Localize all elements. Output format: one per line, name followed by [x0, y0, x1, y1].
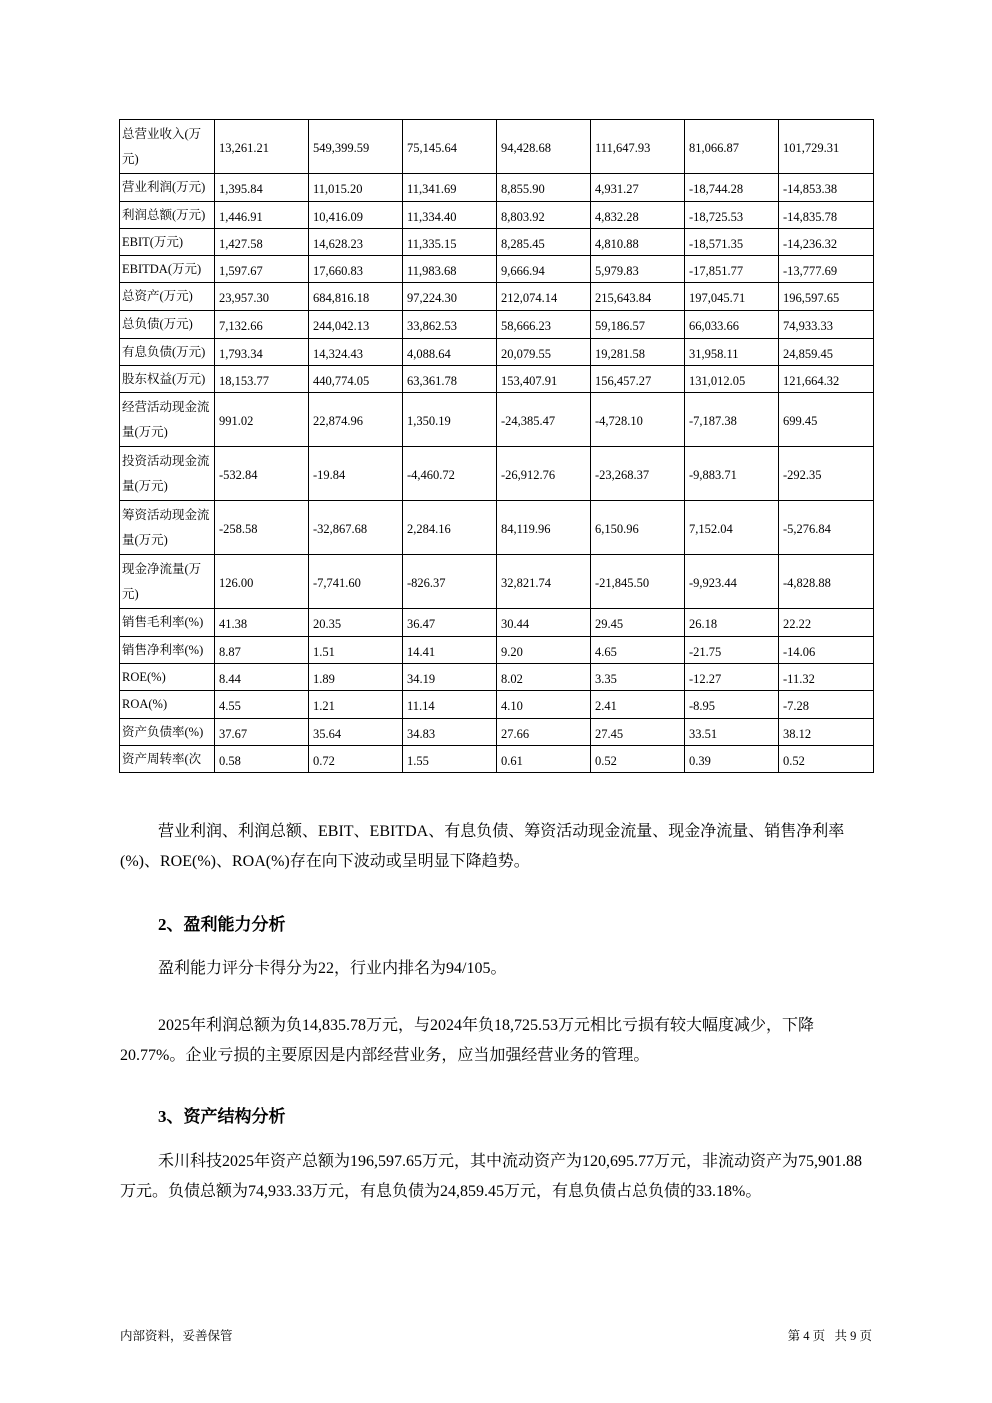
- table-row: [120, 609, 874, 637]
- table-cell: -19.84: [309, 447, 403, 501]
- table-cell: 4,931.27: [591, 174, 685, 202]
- table-cell: 24,859.45: [779, 339, 874, 366]
- row-label: 总资产(万元): [120, 283, 215, 311]
- table-cell: -26,912.76: [497, 447, 591, 501]
- table-cell: -258.58: [215, 501, 309, 555]
- profitability-score-paragraph: 盈利能力评分卡得分为22，行业内排名为94/105。: [158, 960, 507, 977]
- table-cell: 35.64: [309, 719, 403, 746]
- table-cell: -7,187.38: [685, 393, 779, 447]
- financial-data-table: [119, 119, 874, 773]
- table-cell: 8.44: [215, 664, 309, 691]
- table-row: [120, 719, 874, 746]
- table-cell: 212,074.14: [497, 283, 591, 311]
- table-cell: 32,821.74: [497, 555, 591, 609]
- table-cell: 22.22: [779, 609, 874, 637]
- table-cell: 991.02: [215, 393, 309, 447]
- table-row: [120, 120, 874, 174]
- table-cell: 29.45: [591, 609, 685, 637]
- table-cell: 13,261.21: [215, 120, 309, 174]
- table-cell: 153,407.91: [497, 366, 591, 393]
- table-cell: 5,979.83: [591, 256, 685, 283]
- table-cell: 1,395.84: [215, 174, 309, 202]
- table-row: [120, 202, 874, 229]
- table-cell: 9,666.94: [497, 256, 591, 283]
- table-cell: -24,385.47: [497, 393, 591, 447]
- table-cell: 4.55: [215, 691, 309, 719]
- table-cell: 3.35: [591, 664, 685, 691]
- table-cell: 8,855.90: [497, 174, 591, 202]
- table-cell: -14.06: [779, 637, 874, 664]
- table-cell: 66,033.66: [685, 311, 779, 339]
- table-cell: 41.38: [215, 609, 309, 637]
- row-label: 投资活动现金流量(万元): [120, 447, 215, 501]
- table-cell: 121,664.32: [779, 366, 874, 393]
- table-cell: 37.67: [215, 719, 309, 746]
- table-cell: 126.00: [215, 555, 309, 609]
- row-label: 销售毛利率(%): [120, 609, 215, 637]
- table-cell: -9,883.71: [685, 447, 779, 501]
- table-cell: 549,399.59: [309, 120, 403, 174]
- table-cell: 4,810.88: [591, 229, 685, 256]
- row-label: 总营业收入(万元): [120, 120, 215, 174]
- table-cell: 18,153.77: [215, 366, 309, 393]
- row-label: 筹资活动现金流量(万元): [120, 501, 215, 555]
- table-cell: 440,774.05: [309, 366, 403, 393]
- table-cell: -4,828.88: [779, 555, 874, 609]
- table-cell: 59,186.57: [591, 311, 685, 339]
- row-label: 资产周转率(次: [120, 746, 215, 773]
- table-cell: -18,744.28: [685, 174, 779, 202]
- table-cell: -14,236.32: [779, 229, 874, 256]
- table-cell: 196,597.65: [779, 283, 874, 311]
- table-cell: 31,958.11: [685, 339, 779, 366]
- table-cell: -32,867.68: [309, 501, 403, 555]
- table-cell: -5,276.84: [779, 501, 874, 555]
- table-cell: 0.39: [685, 746, 779, 773]
- table-cell: 10,416.09: [309, 202, 403, 229]
- row-label: EBIT(万元): [120, 229, 215, 256]
- table-cell: 1,427.58: [215, 229, 309, 256]
- table-cell: 0.61: [497, 746, 591, 773]
- section-heading-asset-structure: 3、资产结构分析: [158, 1107, 286, 1126]
- row-label: 资产负债率(%): [120, 719, 215, 746]
- table-cell: 1,597.67: [215, 256, 309, 283]
- table-cell: 11,015.20: [309, 174, 403, 202]
- table-cell: 1,446.91: [215, 202, 309, 229]
- table-row: [120, 501, 874, 555]
- row-label: ROA(%): [120, 691, 215, 719]
- table-cell: 14.41: [403, 637, 497, 664]
- table-cell: 1.55: [403, 746, 497, 773]
- table-cell: 8,285.45: [497, 229, 591, 256]
- table-cell: -8.95: [685, 691, 779, 719]
- table-cell: 94,428.68: [497, 120, 591, 174]
- table-cell: -14,835.78: [779, 202, 874, 229]
- table-cell: 9.20: [497, 637, 591, 664]
- table-cell: -17,851.77: [685, 256, 779, 283]
- table-cell: 33,862.53: [403, 311, 497, 339]
- table-cell: 34.83: [403, 719, 497, 746]
- row-label: 现金净流量(万元): [120, 555, 215, 609]
- table-row: [120, 256, 874, 283]
- table-cell: 2,284.16: [403, 501, 497, 555]
- table-cell: 33.51: [685, 719, 779, 746]
- table-cell: -292.35: [779, 447, 874, 501]
- table-cell: 7,152.04: [685, 501, 779, 555]
- table-cell: 244,042.13: [309, 311, 403, 339]
- table-cell: -4,728.10: [591, 393, 685, 447]
- table-cell: -11.32: [779, 664, 874, 691]
- table-cell: 23,957.30: [215, 283, 309, 311]
- table-cell: 20.35: [309, 609, 403, 637]
- table-cell: 4.65: [591, 637, 685, 664]
- table-cell: 75,145.64: [403, 120, 497, 174]
- table-row: [120, 555, 874, 609]
- table-cell: 19,281.58: [591, 339, 685, 366]
- row-label: 有息负债(万元): [120, 339, 215, 366]
- table-cell: 11,983.68: [403, 256, 497, 283]
- table-cell: 8,803.92: [497, 202, 591, 229]
- row-label: ROE(%): [120, 664, 215, 691]
- table-cell: 27.45: [591, 719, 685, 746]
- asset-structure-paragraph: 禾川科技2025年资产总额为196,597.65万元，其中流动资产为120,695.77万元，非流动资产为75,901.88万元。负债总额为74,933.33万元，有息负债为24,859.45万元，有息负债占总负债的33.18%。: [120, 1153, 863, 1200]
- table-cell: 4,088.64: [403, 339, 497, 366]
- row-label: 利润总额(万元): [120, 202, 215, 229]
- table-cell: 8.02: [497, 664, 591, 691]
- table-cell: -18,725.53: [685, 202, 779, 229]
- table-cell: 11,341.69: [403, 174, 497, 202]
- footer-confidential-note: 内部资料，妥善保管: [120, 1329, 233, 1343]
- table-cell: 17,660.83: [309, 256, 403, 283]
- table-row: [120, 366, 874, 393]
- table-cell: 26.18: [685, 609, 779, 637]
- table-row: [120, 311, 874, 339]
- table-cell: -4,460.72: [403, 447, 497, 501]
- table-cell: 34.19: [403, 664, 497, 691]
- row-label: 经营活动现金流量(万元): [120, 393, 215, 447]
- table-cell: -9,923.44: [685, 555, 779, 609]
- table-cell: 58,666.23: [497, 311, 591, 339]
- table-cell: -14,853.38: [779, 174, 874, 202]
- table-cell: -532.84: [215, 447, 309, 501]
- table-cell: 30.44: [497, 609, 591, 637]
- table-cell: -826.37: [403, 555, 497, 609]
- table-cell: 4,832.28: [591, 202, 685, 229]
- table-cell: -7.28: [779, 691, 874, 719]
- table-cell: 1,793.34: [215, 339, 309, 366]
- table-cell: 197,045.71: [685, 283, 779, 311]
- table-row: [120, 393, 874, 447]
- table-row: [120, 637, 874, 664]
- table-cell: 81,066.87: [685, 120, 779, 174]
- trend-summary-paragraph: 营业利润、利润总额、EBIT、EBITDA、有息负债、筹资活动现金流量、现金净流量、销售净利率(%)、ROE(%)、ROA(%)存在向下波动或呈明显下降趋势。: [120, 823, 845, 870]
- row-label: 股东权益(万元): [120, 366, 215, 393]
- row-label: 营业利润(万元): [120, 174, 215, 202]
- table-cell: 14,628.23: [309, 229, 403, 256]
- table-cell: -7,741.60: [309, 555, 403, 609]
- table-cell: 4.10: [497, 691, 591, 719]
- table-cell: 101,729.31: [779, 120, 874, 174]
- table-cell: 27.66: [497, 719, 591, 746]
- table-cell: -21.75: [685, 637, 779, 664]
- table-cell: 699.45: [779, 393, 874, 447]
- table-row: [120, 174, 874, 202]
- table-cell: 7,132.66: [215, 311, 309, 339]
- table-cell: 20,079.55: [497, 339, 591, 366]
- table-cell: 38.12: [779, 719, 874, 746]
- table-cell: -21,845.50: [591, 555, 685, 609]
- table-row: [120, 339, 874, 366]
- table-cell: -12.27: [685, 664, 779, 691]
- table-cell: 63,361.78: [403, 366, 497, 393]
- table-cell: 0.52: [779, 746, 874, 773]
- footer-page-number: 第 4 页 共 9 页: [787, 1329, 872, 1343]
- table-row: [120, 746, 874, 773]
- table-row: [120, 664, 874, 691]
- table-cell: -23,268.37: [591, 447, 685, 501]
- table-row: [120, 229, 874, 256]
- table-cell: 1.21: [309, 691, 403, 719]
- table-row: [120, 447, 874, 501]
- table-row: [120, 283, 874, 311]
- table-cell: 11,335.15: [403, 229, 497, 256]
- table-cell: 6,150.96: [591, 501, 685, 555]
- table-cell: 36.47: [403, 609, 497, 637]
- table-cell: -13,777.69: [779, 256, 874, 283]
- table-cell: 0.72: [309, 746, 403, 773]
- table-cell: 8.87: [215, 637, 309, 664]
- profit-analysis-paragraph: 2025年利润总额为负14,835.78万元，与2024年负18,725.53万元相比亏损有较大幅度减少，下降20.77%。企业亏损的主要原因是内部经营业务，应当加强经营业务的管理。: [120, 1017, 815, 1064]
- table-cell: 11.14: [403, 691, 497, 719]
- table-cell: 1.51: [309, 637, 403, 664]
- row-label: 销售净利率(%): [120, 637, 215, 664]
- row-label: 总负债(万元): [120, 311, 215, 339]
- table-cell: 0.52: [591, 746, 685, 773]
- table-cell: 684,816.18: [309, 283, 403, 311]
- table-cell: 74,933.33: [779, 311, 874, 339]
- table-cell: -18,571.35: [685, 229, 779, 256]
- table-cell: 131,012.05: [685, 366, 779, 393]
- table-cell: 97,224.30: [403, 283, 497, 311]
- table-cell: 215,643.84: [591, 283, 685, 311]
- table-cell: 11,334.40: [403, 202, 497, 229]
- table-cell: 2.41: [591, 691, 685, 719]
- table-cell: 1.89: [309, 664, 403, 691]
- table-cell: 14,324.43: [309, 339, 403, 366]
- table-cell: 156,457.27: [591, 366, 685, 393]
- table-body: [120, 120, 874, 773]
- section-heading-profitability: 2、盈利能力分析: [158, 915, 286, 934]
- table-row: [120, 691, 874, 719]
- table-cell: 1,350.19: [403, 393, 497, 447]
- table-cell: 111,647.93: [591, 120, 685, 174]
- table-cell: 22,874.96: [309, 393, 403, 447]
- table-cell: 84,119.96: [497, 501, 591, 555]
- row-label: EBITDA(万元): [120, 256, 215, 283]
- table-cell: 0.58: [215, 746, 309, 773]
